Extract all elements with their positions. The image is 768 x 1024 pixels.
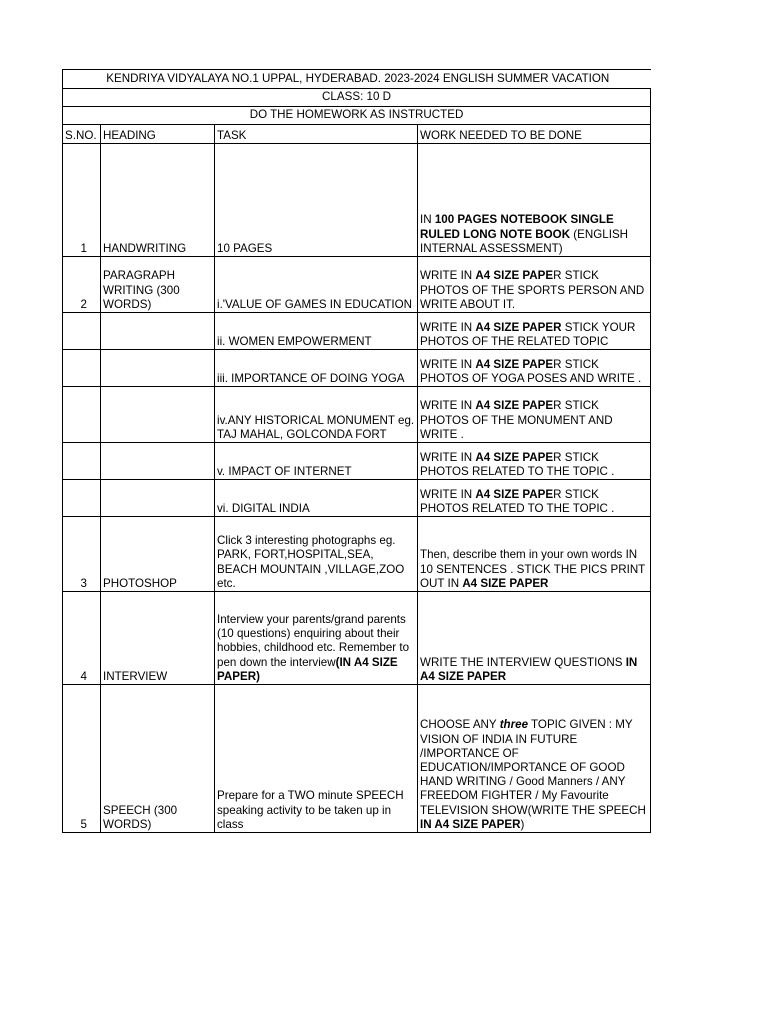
table-row: [63, 350, 651, 387]
row-task: ii. WOMEN EMPOWERMENT: [215, 313, 418, 350]
row-task: Interview your parents/grand parents (10 questions) enquiring about their hobbies, childhood etc. Remember to pen down the interview(IN A4 SIZE PAPER): [215, 592, 418, 685]
row-work: WRITE IN A4 SIZE PAPER STICK PHOTOS RELATED TO THE TOPIC .: [418, 443, 651, 480]
table-row: [63, 387, 651, 443]
row-task: Click 3 interesting photographs eg. PARK, FORT,HOSPITAL,SEA, BEACH MOUNTAIN ,VILLAGE,ZOO etc.: [215, 517, 418, 592]
table-row: [63, 592, 651, 685]
row-task: iii. IMPORTANCE OF DOING YOGA: [215, 350, 418, 387]
row-task: i.'VALUE OF GAMES IN EDUCATION: [215, 257, 418, 313]
row-number: [63, 443, 101, 480]
column-header-row: [63, 125, 651, 144]
table-row: [63, 443, 651, 480]
row-task: iv.ANY HISTORICAL MONUMENT eg. TAJ MAHAL, GOLCONDA FORT: [215, 387, 418, 443]
column-header-heading: HEADING: [101, 125, 215, 144]
row-work: IN 100 PAGES NOTEBOOK SINGLE RULED LONG NOTE BOOK (ENGLISH INTERNAL ASSESSMENT): [418, 144, 651, 257]
row-number: 3: [63, 517, 101, 592]
school-title: KENDRIYA VIDYALAYA NO.1 UPPAL, HYDERABAD. 2023-2024 ENGLISH SUMMER VACATION: [63, 70, 651, 89]
instruction-text: DO THE HOMEWORK AS INSTRUCTED: [63, 107, 651, 125]
row-heading: [101, 480, 215, 517]
row-work: WRITE IN A4 SIZE PAPER STICK PHOTOS OF THE SPORTS PERSON AND WRITE ABOUT IT.: [418, 257, 651, 313]
row-task: v. IMPACT OF INTERNET: [215, 443, 418, 480]
row-heading: HANDWRITING: [101, 144, 215, 257]
table-row: [63, 517, 651, 592]
row-number: 2: [63, 257, 101, 313]
row-work: WRITE THE INTERVIEW QUESTIONS IN A4 SIZE PAPER: [418, 592, 651, 685]
class-label: CLASS: 10 D: [63, 89, 651, 107]
row-heading: [101, 313, 215, 350]
row-heading: PHOTOSHOP: [101, 517, 215, 592]
row-work: WRITE IN A4 SIZE PAPER STICK PHOTOS RELATED TO THE TOPIC .: [418, 480, 651, 517]
row-task: Prepare for a TWO minute SPEECH speaking activity to be taken up in class: [215, 685, 418, 833]
table-row: [63, 144, 651, 257]
title-row: [63, 70, 651, 89]
column-header-work: WORK NEEDED TO BE DONE: [418, 125, 651, 144]
homework-table: [62, 69, 651, 833]
row-task: 10 PAGES: [215, 144, 418, 257]
table-row: [63, 480, 651, 517]
instruction-row: [63, 107, 651, 125]
row-heading: [101, 443, 215, 480]
row-heading: PARAGRAPH WRITING (300 WORDS): [101, 257, 215, 313]
table-row: [63, 685, 651, 833]
row-work: Then, describe them in your own words IN 10 SENTENCES . STICK THE PICS PRINT OUT IN A4 SIZE PAPER: [418, 517, 651, 592]
class-row: [63, 89, 651, 107]
row-heading: SPEECH (300 WORDS): [101, 685, 215, 833]
row-work: CHOOSE ANY three TOPIC GIVEN : MY VISION OF INDIA IN FUTURE /IMPORTANCE OF EDUCATION/IMPORTANCE OF GOOD HAND WRITING / Good Manners / ANY FREEDOM FIGHTER / My Favourite TELEVISION SHOW(WRITE THE SPEECH IN A4 SIZE PAPER): [418, 685, 651, 833]
row-number: [63, 350, 101, 387]
row-task: vi. DIGITAL INDIA: [215, 480, 418, 517]
column-header-task: TASK: [215, 125, 418, 144]
row-heading: INTERVIEW: [101, 592, 215, 685]
row-work: WRITE IN A4 SIZE PAPER STICK PHOTOS OF YOGA POSES AND WRITE .: [418, 350, 651, 387]
row-number: [63, 313, 101, 350]
row-heading: [101, 387, 215, 443]
row-work: WRITE IN A4 SIZE PAPER STICK YOUR PHOTOS OF THE RELATED TOPIC: [418, 313, 651, 350]
column-header-sno: S.NO.: [63, 125, 101, 144]
row-number: [63, 387, 101, 443]
row-number: 1: [63, 144, 101, 257]
row-number: 4: [63, 592, 101, 685]
row-number: 5: [63, 685, 101, 833]
row-work: WRITE IN A4 SIZE PAPER STICK PHOTOS OF THE MONUMENT AND WRITE .: [418, 387, 651, 443]
row-heading: [101, 350, 215, 387]
table-row: [63, 313, 651, 350]
row-number: [63, 480, 101, 517]
table-row: [63, 257, 651, 313]
